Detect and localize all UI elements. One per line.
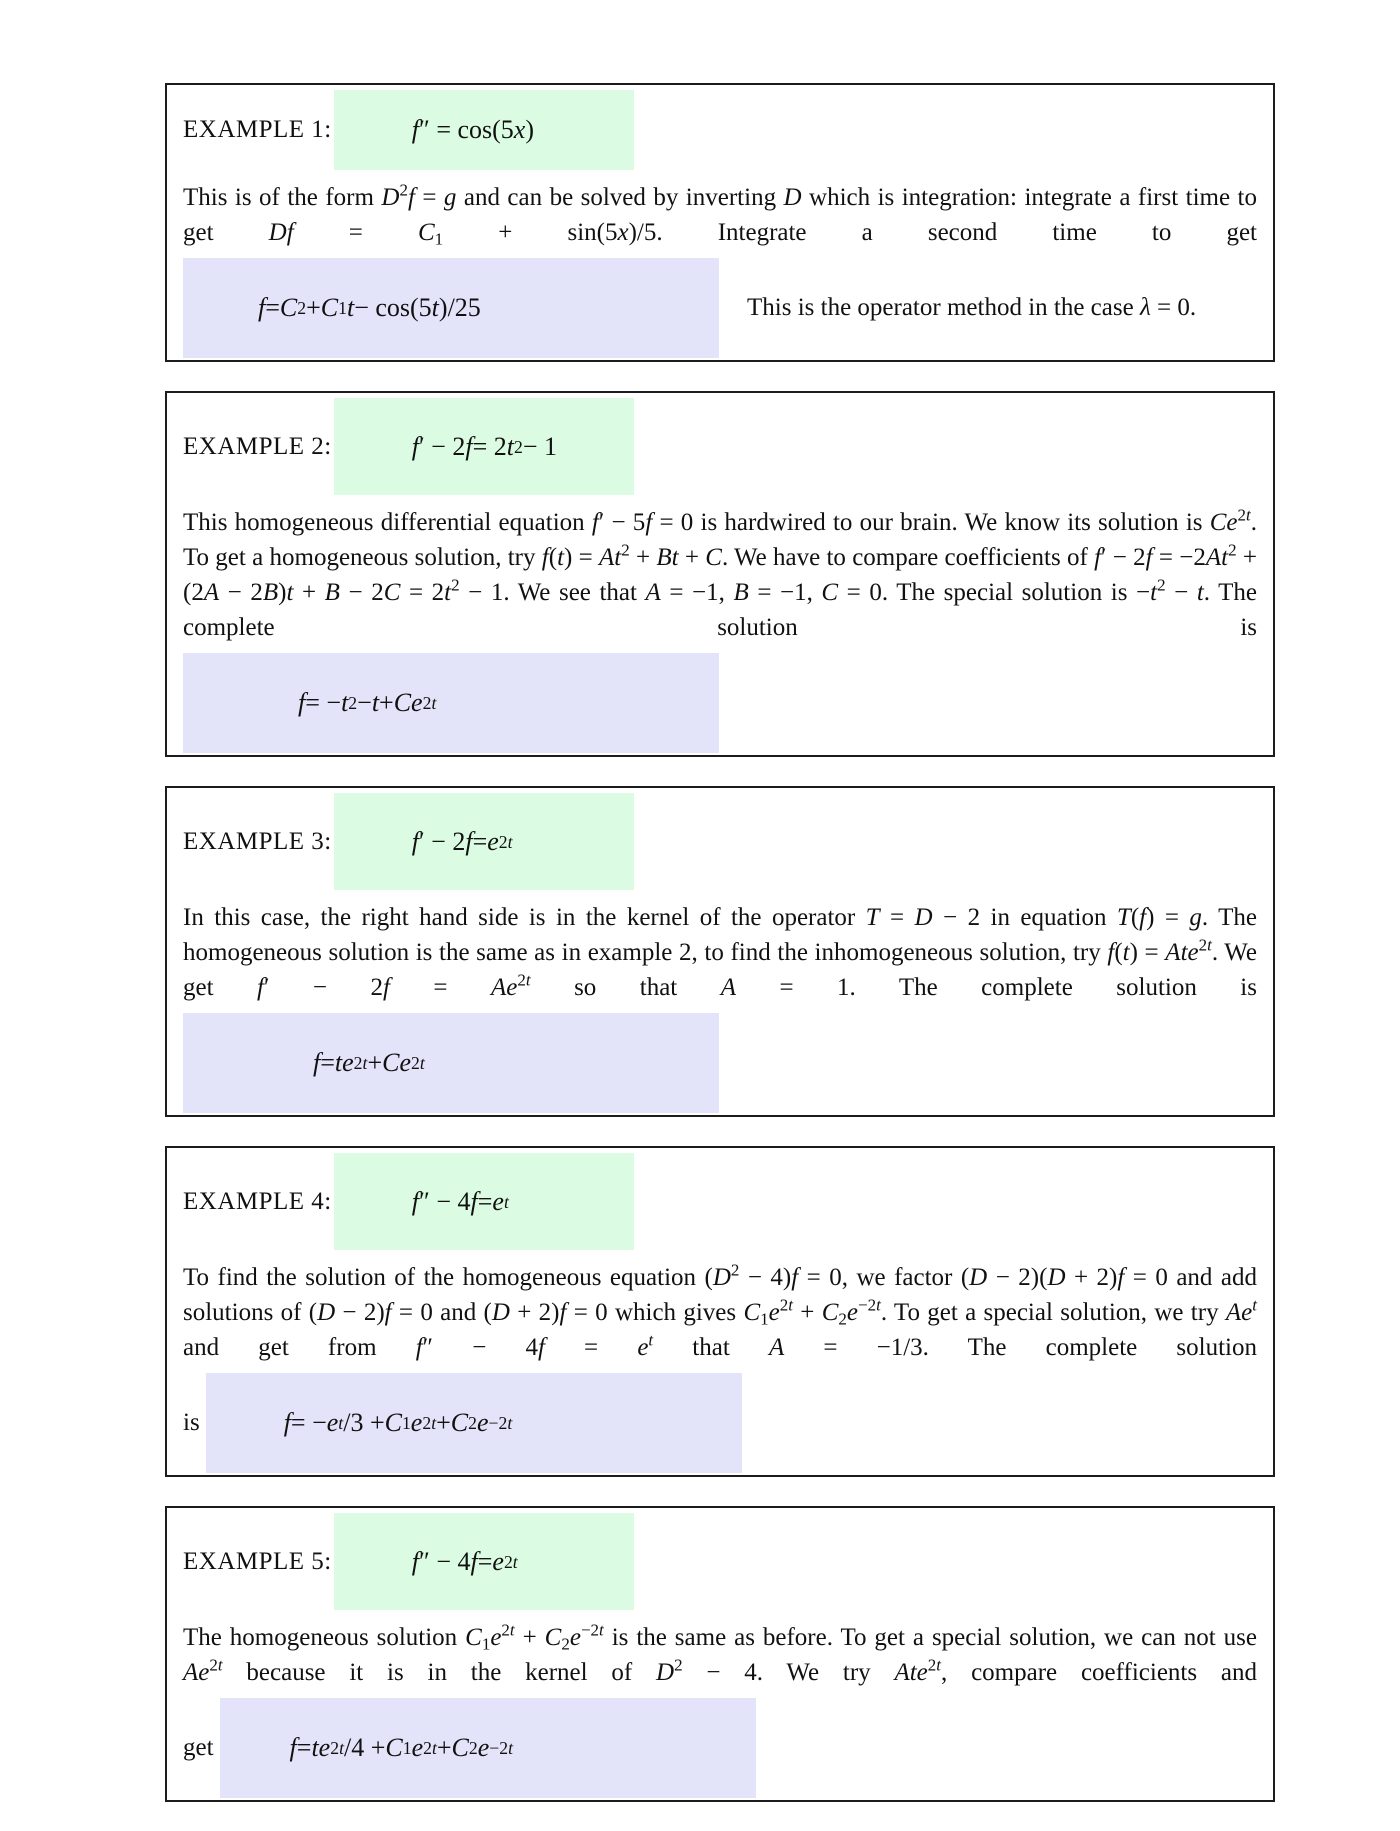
solution-equation-highlight: f = te 2t /4 + C 1 e 2t + C 2 e −2t	[220, 1698, 756, 1798]
example-label: EXAMPLE 5:	[183, 1547, 332, 1575]
example-solution-row	[183, 1698, 1257, 1798]
example-body-text: This homogeneous differential equation f′ − 5f = 0 is hardwired to our brain. We know its solution is $Ce^{2t}$. To get a homogeneous solution, try $f(t) = At^2 + Bt + C$. We have to compare coefficients of $f' - 2f = -2At^2 + (2A - 2B)t + B - 2C = 2t^2 - 1$. We see that A = −1, B = −1, C = 0. The special solution is $-t^2 - t$. The complete solution is	[183, 505, 1258, 641]
example-box-3	[165, 786, 1275, 1117]
example-body-text: To find the solution of the homogeneous equation $(D^2 - 4)f = 0$, we factor (D − 2)(D + 2)f = 0 and add solutions of (D − 2)f = 0 and (D + 2)f = 0 which gives $C_1e^{2t} + C_2e^{-2t}$. To get a special solution, we try Ae$^t$ and get from $f'' - 4f = e^t$ that A = −1/3. The complete solution	[183, 1260, 1257, 1361]
example-header	[183, 793, 1257, 890]
solution-prefix: is	[183, 1409, 200, 1436]
example-label: EXAMPLE 1:	[183, 116, 332, 143]
example-header	[183, 1513, 1257, 1610]
example-equation-highlight: f ′ − 2 f = 2 t 2 − 1	[334, 398, 634, 495]
example-solution-row	[183, 1373, 1257, 1473]
example-header	[183, 398, 1257, 495]
example-solution-row	[183, 1013, 1257, 1113]
example-label: EXAMPLE 3:	[183, 827, 332, 855]
solution-equation-highlight: f = te 2t + Ce 2t	[183, 1013, 719, 1113]
example-box-1	[165, 83, 1275, 362]
example-label: EXAMPLE 2:	[183, 432, 332, 460]
example-equation-highlight: f ″ − 4 f = e 2t	[334, 1513, 634, 1610]
solution-equation-highlight: f = C 2 + C 1 t − cos(5 t )/25	[183, 258, 719, 358]
example-equation-highlight: f ″ − 4 f = e t	[334, 1153, 634, 1250]
example-label: EXAMPLE 4:	[183, 1187, 332, 1215]
solution-equation-highlight: f = − t 2 − t + Ce 2t	[183, 653, 719, 753]
example-solution-row	[183, 258, 1257, 358]
examples-document	[165, 83, 1275, 1831]
example-body-text: In this case, the right hand side is in the kernel of the operator T = D − 2 in equation T(f) = g. The homogeneous solution is the same as in example 2, to find the inhomogeneous solution, try f(t) = Ate$^{2t}$. We get $f' - 2f = Ae^{2t}$ so that A = 1. The complete solution is	[183, 904, 1257, 1001]
example-solution-row	[183, 653, 1257, 753]
example-box-2	[165, 391, 1275, 757]
example-equation-highlight: f ′ − 2 f = e 2t	[334, 793, 634, 890]
example-body-text: The homogeneous solution $C_1e^{2t} + C_2e^{-2t}$ is the same as before. To get a special solution, we can not use $Ae^{2t}$ because it is in the kernel of $D^2 - 4$. We try Ate$^{2t}$, compare coefficients and	[183, 1620, 1258, 1686]
solution-equation-highlight: f = − e t /3 + C 1 e 2t + C 2 e −2t	[206, 1373, 742, 1473]
solution-suffix-text: This is the operator method in the case λ = 0.	[747, 294, 1197, 321]
example-equation-highlight: f ″ = cos(5 x )	[334, 90, 634, 170]
example-header	[183, 1153, 1257, 1250]
solution-prefix: get	[183, 1734, 214, 1761]
example-body-text: This is of the form $D^2f = g$ and can be solved by inverting D which is integration: integrate a first time to get $Df = C_1 + \sin(5x)/5$. Integrate a second time to get	[183, 180, 1257, 249]
example-header	[183, 90, 1257, 170]
example-box-5	[165, 1506, 1275, 1802]
example-box-4	[165, 1146, 1275, 1477]
